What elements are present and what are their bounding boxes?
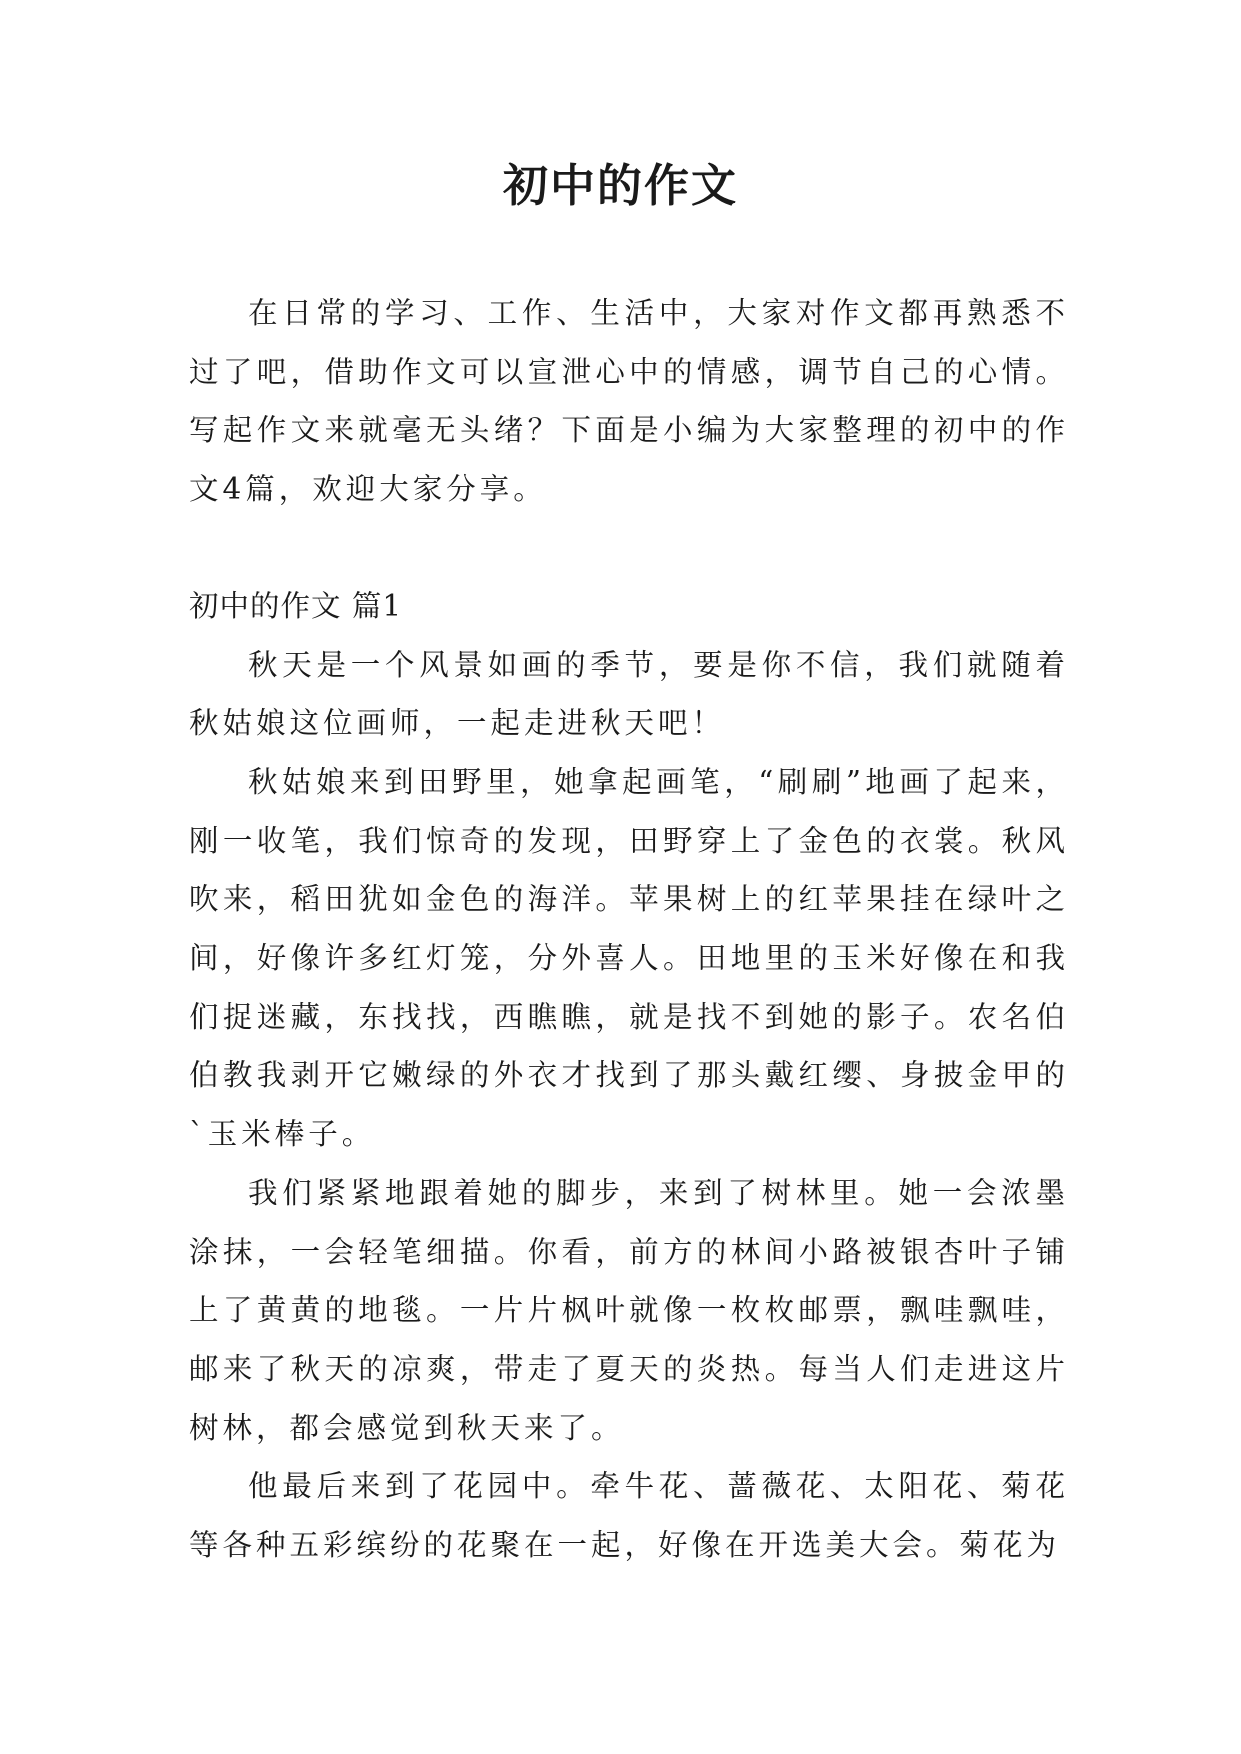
body-paragraph: 秋天是一个风景如画的季节，要是你不信，我们就随着秋姑娘这位画师，一起走进秋天吧！ bbox=[189, 647, 1069, 741]
body-paragraph: 秋姑娘来到田野里，她拿起画笔，“刷刷”地画了起来，刚一收笔，我们惊奇的发现，田野穿上了金色的衣裳。秋风吹来，稻田犹如金色的海洋。苹果树上的红苹果挂在绿叶之间，好像许多红灯笼，分外喜人。田地里的玉米好像在和我们捉迷藏，东找找，西瞧瞧，就是找不到她的影子。农名伯伯教我剥开它嫩绿的外衣才找到了那头戴红缨、身披金甲的`玉米棒子。 bbox=[189, 764, 1069, 1152]
section-heading: 初中的作文 篇1 bbox=[189, 588, 403, 623]
intro-paragraph: 在日常的学习、工作、生活中，大家对作文都再熟悉不过了吧，借助作文可以宣泄心中的情感，调节自己的心情。写起作文来就毫无头绪？下面是小编为大家整理的初中的作文4篇，欢迎大家分享。 bbox=[189, 296, 1069, 507]
body-paragraph: 我们紧紧地跟着她的脚步，来到了树林里。她一会浓墨涂抹，一会轻笔细描。你看，前方的林间小路被银杏叶子铺上了黄黄的地毯。一片片枫叶就像一枚枚邮票，飘哇飘哇，邮来了秋天的凉爽，带走了夏天的炎热。每当人们走进这片树林，都会感觉到秋天来了。 bbox=[189, 1175, 1069, 1445]
body-paragraph: 他最后来到了花园中。牵牛花、蔷薇花、太阳花、菊花等各种五彩缤纷的花聚在一起，好像在开选美大会。菊花为 bbox=[189, 1469, 1069, 1563]
document-body bbox=[189, 284, 1069, 1575]
document-title: 初中的作文 bbox=[502, 159, 738, 212]
